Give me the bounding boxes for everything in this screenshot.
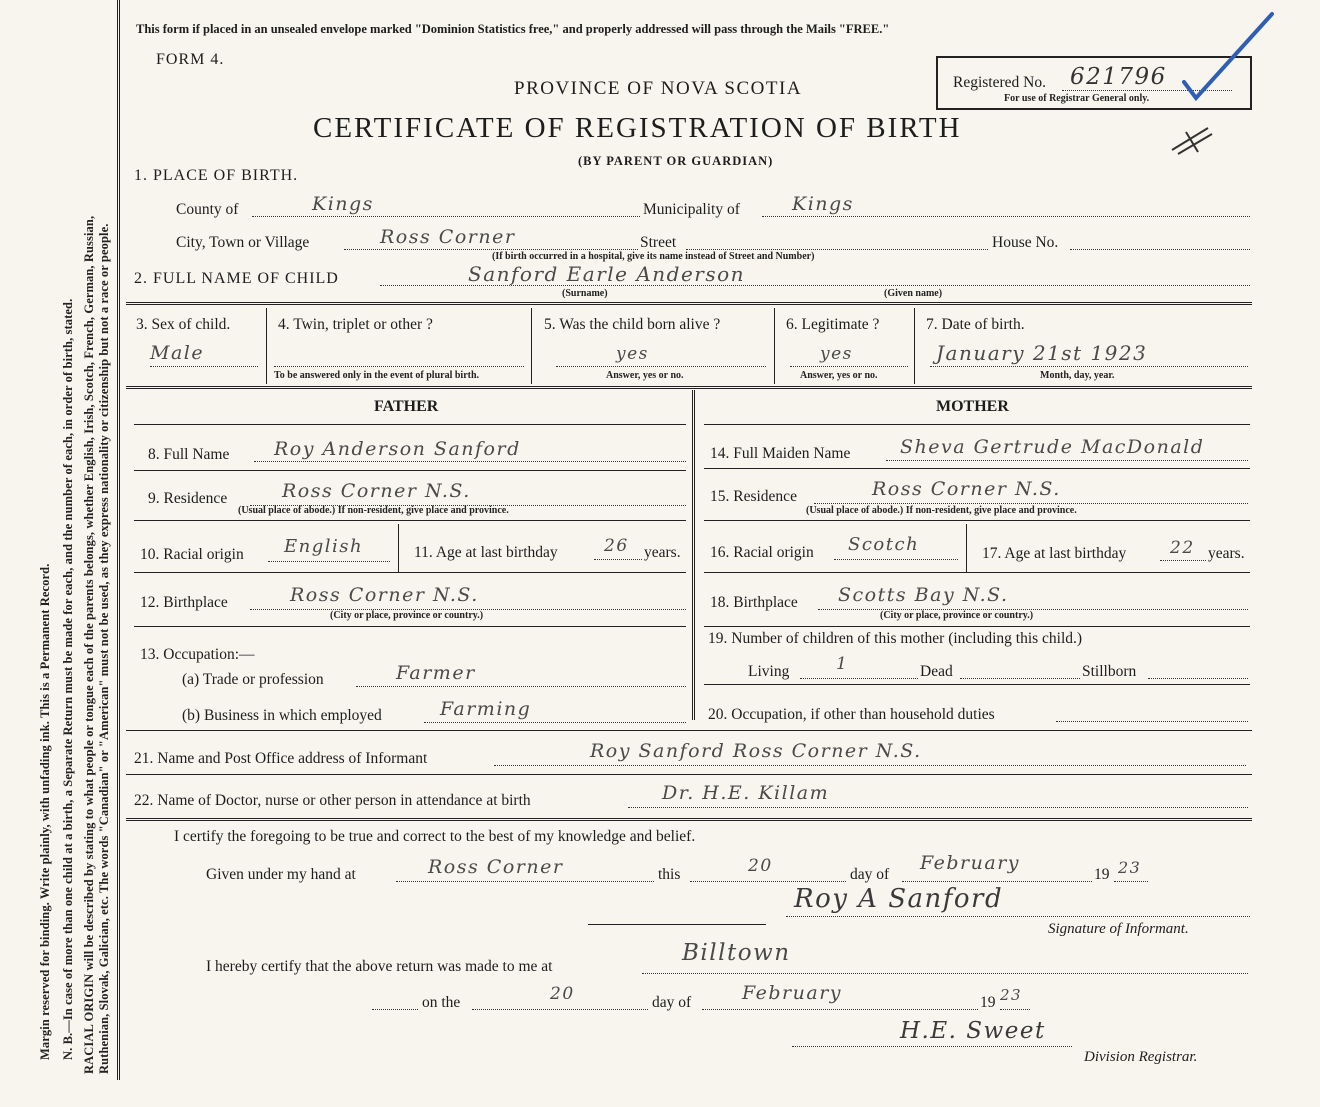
given-month-line <box>902 881 1092 882</box>
informant-line <box>494 765 1246 766</box>
informant-signature: Roy A Sanford <box>794 884 1004 914</box>
margin-note-binding: Margin reserved for binding. Write plainly, with unfading ink. This is a Permanent Record. <box>38 563 52 1060</box>
registrar-month-value: February <box>742 982 843 1004</box>
surname-note: (Surname) <box>562 288 608 299</box>
registrar-year-value: 23 <box>1000 986 1023 1004</box>
city-value: Ross Corner <box>380 226 516 248</box>
informant-signature-line <box>786 916 1250 917</box>
trade-label: (a) Trade or profession <box>182 671 324 688</box>
mother-name-rule <box>704 468 1250 469</box>
doctor-line <box>628 807 1248 808</box>
binding-rule <box>117 0 120 1080</box>
legitimate-value: yes <box>820 344 853 364</box>
doctor-label: 22. Name of Doctor, nurse or other person in attendance at birth <box>134 792 531 809</box>
registrar-year-line <box>1000 1009 1030 1010</box>
father-age-label: 11. Age at last birthday <box>414 544 558 561</box>
binding-margin <box>0 0 118 1107</box>
given-place-value: Ross Corner <box>428 856 564 878</box>
informant-signature-label: Signature of Informant. <box>1048 921 1189 937</box>
given-name-note: (Given name) <box>884 288 943 299</box>
alive-label: 5. Was the child born alive ? <box>544 316 721 333</box>
father-name-line <box>254 461 686 462</box>
father-race-label: 10. Racial origin <box>140 546 244 563</box>
mother-residence-line <box>814 503 1248 504</box>
stillborn-label: Stillborn <box>1082 663 1137 680</box>
municipality-line <box>762 216 1250 217</box>
children-label: 19. Number of children of this mother (including this child.) <box>708 630 1083 647</box>
street-label: Street <box>640 234 677 251</box>
county-line <box>252 216 640 217</box>
business-line <box>424 722 686 723</box>
father-birthplace-note: (City or place, province or country.) <box>330 610 484 621</box>
registered-number: 621796 <box>1070 64 1167 90</box>
father-birthplace-value: Ross Corner N.S. <box>290 584 479 606</box>
alive-line <box>556 366 766 367</box>
this-label: this <box>658 866 681 883</box>
alive-value: yes <box>616 344 649 364</box>
province-heading: PROVINCE OF NOVA SCOTIA <box>514 78 803 99</box>
dob-label: 7. Date of birth. <box>926 316 1025 333</box>
father-residence-rule <box>134 520 686 521</box>
given-month-value: February <box>920 852 1021 874</box>
registrar-day-of-label: day of <box>652 994 692 1011</box>
certify-statement: I certify the foregoing to be true and correct to the best of my knowledge and belief. <box>174 828 696 845</box>
doctor-value: Dr. H.E. Killam <box>662 782 830 804</box>
twin-note: To be answered only in the event of plural birth. <box>274 370 480 381</box>
father-race-value: English <box>284 536 364 557</box>
margin-note-multiple-births: N. B.—In case of more than one child at a birth, a Separate Return must be made for each, and the number of each, in order of birth, stated. <box>61 298 75 1060</box>
registrar-place-value: Billtown <box>682 940 791 966</box>
rule-after-parents <box>126 730 1252 731</box>
mother-residence-rule <box>704 520 1250 521</box>
mother-race-value: Scotch <box>848 534 920 555</box>
house-number-label: House No. <box>992 234 1059 251</box>
registrar-statement: I hereby certify that the above return was made to me at <box>206 958 553 975</box>
given-year-line <box>1114 881 1148 882</box>
mother-race-label: 16. Racial origin <box>710 544 814 561</box>
business-value: Farming <box>440 698 532 720</box>
given-place-line <box>396 881 654 882</box>
mother-birthplace-value: Scotts Bay N.S. <box>838 584 1009 606</box>
given-year-value: 23 <box>1118 858 1142 877</box>
mother-age-value: 22 <box>1170 538 1195 558</box>
mother-name-label: 14. Full Maiden Name <box>710 445 851 462</box>
father-residence-value: Ross Corner N.S. <box>282 480 471 502</box>
registrar-day-value: 20 <box>550 984 575 1004</box>
mother-heading: MOTHER <box>936 398 1009 415</box>
informant-rule <box>126 774 1252 775</box>
on-the-label: on the <box>422 994 461 1011</box>
divider-6-7 <box>914 308 915 384</box>
father-mother-divider <box>692 390 695 720</box>
mother-birthplace-note: (City or place, province or country.) <box>880 610 1034 621</box>
municipality-label: Municipality of <box>643 201 740 218</box>
twin-line <box>274 366 524 367</box>
mother-age-line <box>1160 560 1206 561</box>
mother-residence-label: 15. Residence <box>710 488 797 505</box>
legitimate-note: Answer, yes or no. <box>800 370 878 381</box>
occupation-label: 13. Occupation:— <box>140 646 255 663</box>
registrar-month-line <box>702 1009 978 1010</box>
city-line <box>344 249 638 250</box>
father-age-line <box>594 559 642 560</box>
dead-label: Dead <box>920 663 953 680</box>
check-mark-icon <box>1172 8 1284 108</box>
father-race-line <box>268 561 390 562</box>
margin-note-racial-origin-cont: Ruthenian, Slovak, Galician, etc. The words "Canadian" or "American" must not be used, as they express nationality or citizenship but not a race or people. <box>97 223 111 1074</box>
living-value: 1 <box>836 654 849 674</box>
given-day-line <box>690 881 846 882</box>
mother-race-age-divider <box>966 524 967 572</box>
mother-heading-rule <box>704 424 1250 425</box>
county-value: Kings <box>312 193 374 215</box>
father-residence-note: (Usual place of abode.) If non-resident, give place and province. <box>238 505 509 516</box>
county-label: County of <box>176 201 239 218</box>
registrar-year-prefix: 19 <box>980 994 996 1011</box>
legitimate-label: 6. Legitimate ? <box>786 316 880 333</box>
rule-after-name <box>126 302 1252 305</box>
hospital-note: (If birth occurred in a hospital, give its name instead of Street and Number) <box>492 251 815 262</box>
living-label: Living <box>748 663 790 680</box>
twin-label: 4. Twin, triplet or other ? <box>278 316 433 333</box>
father-heading-rule <box>134 424 686 425</box>
divider-3-4 <box>266 308 267 384</box>
mother-name-value: Sheva Gertrude MacDonald <box>900 436 1205 458</box>
dob-line <box>930 366 1248 367</box>
municipality-value: Kings <box>792 193 854 215</box>
father-name-value: Roy Anderson Sanford <box>274 438 521 460</box>
father-race-age-divider <box>398 524 399 572</box>
given-label: Given under my hand at <box>206 866 356 883</box>
child-name-value: Sanford Earle Anderson <box>468 262 746 286</box>
margin-note-racial-origin: RACIAL ORIGIN will be described by stating to what people or tongue each of the parents belongs, whether English, Irish, Scotch, French, German, Russian, <box>82 215 96 1074</box>
stamp-mark-icon <box>1168 120 1218 160</box>
business-label: (b) Business in which employed <box>182 707 382 724</box>
house-number-line <box>1070 249 1250 250</box>
divider-4-5 <box>531 308 532 384</box>
year-prefix: 19 <box>1094 866 1110 883</box>
alive-note: Answer, yes or no. <box>606 370 684 381</box>
certification-short-rule <box>588 924 766 925</box>
mother-name-line <box>886 460 1248 461</box>
certificate-subtitle: (BY PARENT OR GUARDIAN) <box>578 154 774 168</box>
dob-value: January 21st 1923 <box>936 341 1148 365</box>
registrar-day-line <box>472 1009 648 1010</box>
mother-occupation-label: 20. Occupation, if other than household duties <box>708 706 995 723</box>
father-residence-label: 9. Residence <box>148 490 228 507</box>
father-race-rule <box>134 572 686 573</box>
registered-label: Registered No. <box>953 74 1046 91</box>
trade-line <box>356 686 686 687</box>
dead-line <box>960 678 1080 679</box>
father-years-label: years. <box>644 544 681 561</box>
living-line <box>800 678 918 679</box>
mother-race-line <box>834 559 958 560</box>
mail-notice: This form if placed in an unsealed envelope marked "Dominion Statistics free," and properly addressed will pass through the Mails "FREE." <box>136 22 890 36</box>
street-line <box>686 249 988 250</box>
mother-residence-note: (Usual place of abode.) If non-resident, give place and province. <box>806 505 1077 516</box>
form-number: FORM 4. <box>156 51 225 68</box>
father-name-rule <box>134 470 686 471</box>
informant-value: Roy Sanford Ross Corner N.S. <box>590 740 922 762</box>
registrar-place-line <box>642 973 1248 974</box>
trade-value: Farmer <box>396 662 476 684</box>
registrar-signature-label: Division Registrar. <box>1084 1049 1198 1065</box>
rule-before-certification <box>126 818 1252 821</box>
registrar-signature: H.E. Sweet <box>900 1018 1046 1044</box>
registrar-signature-line <box>792 1046 1072 1047</box>
rule-after-child <box>126 386 1252 389</box>
registrar-note: For use of Registrar General only. <box>1004 93 1150 104</box>
sex-value: Male <box>150 342 205 364</box>
mother-age-label: 17. Age at last birthday <box>982 545 1127 562</box>
mother-race-rule <box>704 572 1250 573</box>
children-rule <box>704 684 1250 685</box>
sex-label: 3. Sex of child. <box>136 316 231 333</box>
mother-birthplace-rule <box>704 626 1250 627</box>
day-of-label: day of <box>850 866 890 883</box>
divider-5-6 <box>774 308 775 384</box>
legitimate-line <box>790 366 908 367</box>
father-age-value: 26 <box>604 536 629 556</box>
mother-birthplace-label: 18. Birthplace <box>710 594 798 611</box>
city-label: City, Town or Village <box>176 234 310 251</box>
given-day-value: 20 <box>748 856 773 876</box>
certificate-title: CERTIFICATE OF REGISTRATION OF BIRTH <box>313 112 962 144</box>
mother-occupation-line <box>1056 721 1248 722</box>
informant-label: 21. Name and Post Office address of Informant <box>134 750 428 767</box>
father-birthplace-rule <box>134 626 686 627</box>
stillborn-line <box>1148 678 1248 679</box>
father-name-label: 8. Full Name <box>148 446 230 463</box>
father-heading: FATHER <box>374 398 439 415</box>
registrar-lead-line <box>372 1009 418 1010</box>
sex-line <box>150 366 258 367</box>
mother-years-label: years. <box>1208 545 1245 562</box>
child-name-label: 2. FULL NAME OF CHILD <box>134 270 339 287</box>
father-birthplace-label: 12. Birthplace <box>140 594 228 611</box>
mother-residence-value: Ross Corner N.S. <box>872 478 1061 500</box>
place-of-birth-heading: 1. PLACE OF BIRTH. <box>134 167 299 184</box>
dob-note: Month, day, year. <box>1040 370 1115 381</box>
